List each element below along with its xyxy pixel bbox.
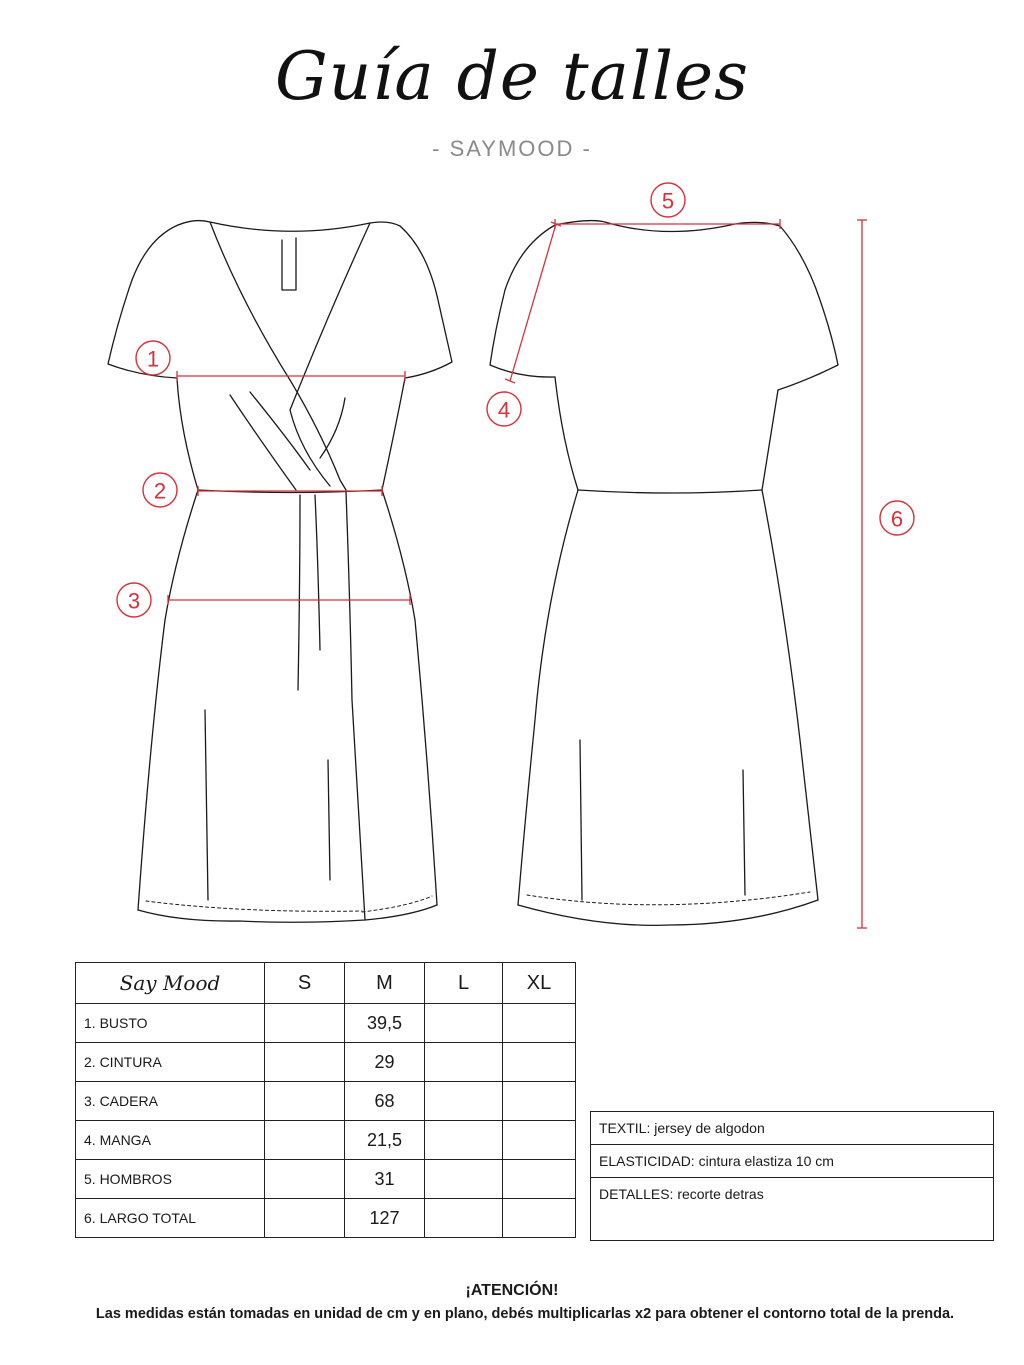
size-header-s: S bbox=[265, 963, 345, 1004]
list-item bbox=[591, 1112, 994, 1145]
table-cell bbox=[503, 1160, 576, 1199]
row-label: 2. CINTURA bbox=[76, 1043, 265, 1082]
marker-4: 4 bbox=[497, 397, 511, 423]
sleeve-measure-line bbox=[505, 222, 561, 383]
detail-textil: TEXTIL: jersey de algodon bbox=[591, 1112, 994, 1145]
list-item bbox=[591, 1178, 994, 1241]
table-cell bbox=[425, 1043, 503, 1082]
detail-elasticidad: ELASTICIDAD: cintura elastiza 10 cm bbox=[591, 1145, 994, 1178]
table-cell bbox=[265, 1082, 345, 1121]
table-cell bbox=[265, 1199, 345, 1238]
marker-1: 1 bbox=[146, 346, 160, 372]
table-cell bbox=[425, 1121, 503, 1160]
table-row bbox=[76, 1043, 576, 1082]
length-measure-line bbox=[857, 220, 867, 928]
table-cell bbox=[503, 1043, 576, 1082]
table-cell bbox=[503, 1082, 576, 1121]
page-title: Guía de talles bbox=[275, 38, 749, 115]
row-label: 6. LARGO TOTAL bbox=[76, 1199, 265, 1238]
size-header-l: L bbox=[425, 963, 503, 1004]
hip-measure-line bbox=[168, 595, 410, 605]
marker-5: 5 bbox=[661, 188, 675, 214]
detail-detalles: DETALLES: recorte detras bbox=[591, 1178, 994, 1241]
table-row bbox=[76, 1199, 576, 1238]
dress-back-view bbox=[490, 221, 838, 926]
marker-3: 3 bbox=[127, 588, 141, 614]
table-cell bbox=[425, 1199, 503, 1238]
table-row bbox=[76, 1121, 576, 1160]
table-cell: 68 bbox=[345, 1082, 425, 1121]
table-cell: 31 bbox=[345, 1160, 425, 1199]
table-cell: 21,5 bbox=[345, 1121, 425, 1160]
list-item bbox=[591, 1145, 994, 1178]
size-table bbox=[75, 962, 576, 1238]
marker-6: 6 bbox=[890, 506, 904, 532]
table-cell: 127 bbox=[345, 1199, 425, 1238]
table-row bbox=[76, 1160, 576, 1199]
fabric-details-table bbox=[590, 1111, 994, 1241]
brand-logo: Say Mood bbox=[76, 963, 265, 1004]
bust-measure-line bbox=[177, 371, 405, 381]
row-label: 1. BUSTO bbox=[76, 1004, 265, 1043]
table-row bbox=[76, 1082, 576, 1121]
table-cell bbox=[265, 1121, 345, 1160]
table-cell bbox=[425, 1004, 503, 1043]
brand-subtitle: - SAYMOOD - bbox=[432, 136, 592, 161]
table-cell bbox=[265, 1160, 345, 1199]
table-row bbox=[76, 1004, 576, 1043]
table-cell bbox=[265, 1043, 345, 1082]
table-cell: 29 bbox=[345, 1043, 425, 1082]
row-label: 4. MANGA bbox=[76, 1121, 265, 1160]
row-label: 5. HOMBROS bbox=[76, 1160, 265, 1199]
table-cell: 39,5 bbox=[345, 1004, 425, 1043]
table-cell bbox=[503, 1121, 576, 1160]
table-cell bbox=[425, 1160, 503, 1199]
table-cell bbox=[503, 1199, 576, 1238]
size-header-m: M bbox=[345, 963, 425, 1004]
row-label: 3. CADERA bbox=[76, 1082, 265, 1121]
size-header-xl: XL bbox=[503, 963, 576, 1004]
dress-front-view bbox=[108, 221, 452, 923]
table-cell bbox=[425, 1082, 503, 1121]
table-cell bbox=[503, 1004, 576, 1043]
attention-heading: ¡ATENCIÓN! bbox=[465, 1282, 559, 1299]
table-cell bbox=[265, 1004, 345, 1043]
marker-2: 2 bbox=[153, 478, 167, 504]
waist-measure-line bbox=[198, 486, 382, 496]
size-table-header bbox=[76, 963, 576, 1004]
measurement-note: Las medidas están tomadas en unidad de cm y en plano, debés multiplicarlas x2 para obtener el contorno total de la prenda. bbox=[95, 1306, 955, 1322]
